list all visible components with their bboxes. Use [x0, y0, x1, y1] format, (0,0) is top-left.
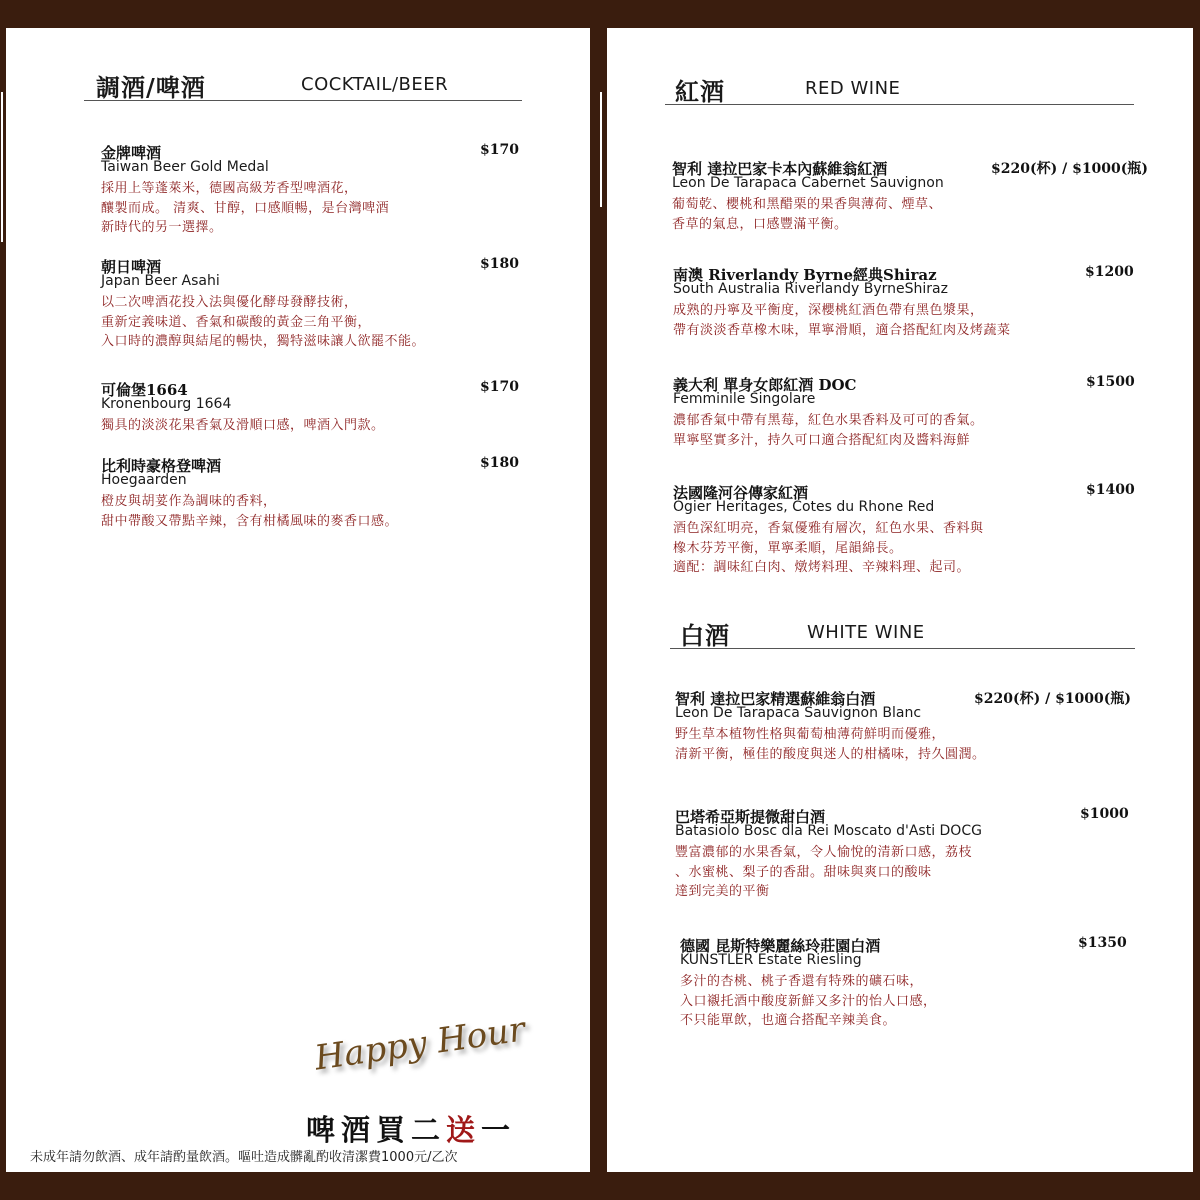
section-title-zh: 調酒/啤酒: [96, 73, 206, 102]
section-title-en: WHITE WINE: [807, 622, 925, 643]
item-description-line: 野生草本植物性格與葡萄柚薄荷鮮明而優雅，: [675, 727, 946, 742]
item-name-zh: 南澳 Riverlandy Byrne經典Shiraz: [673, 266, 937, 284]
item-name-zh: 巴塔希亞斯提微甜白酒: [675, 808, 826, 826]
item-description-line: 帶有淡淡香草橡木味，單寧滑順，適合搭配紅肉及烤蔬菜: [673, 322, 1011, 338]
item-price: $180: [480, 256, 519, 272]
item-name-en: Leon De Tarapaca Sauvignon Blanc: [675, 705, 922, 721]
item-description-line: 以二次啤酒花投入法與優化酵母發酵技術，: [101, 295, 358, 310]
item-description-line: 濃郁香氣中帶有黑莓，紅色水果香料及可可的香氣。: [673, 413, 984, 428]
item-description: [675, 725, 986, 764]
section-title-zh: 白酒: [680, 621, 730, 650]
item-price: $1200: [1085, 264, 1134, 280]
item-description-line: 多汁的杏桃、桃子香還有特殊的礦石味，: [680, 974, 924, 989]
beer-promo-text: [306, 1108, 516, 1149]
item-name-en: Ogier Heritages, Cotes du Rhone Red: [673, 499, 935, 515]
item-description: [101, 492, 398, 531]
item-price: $170: [480, 379, 519, 395]
item-description-line: 橡木芬芳平衡，單寧柔順，尾韻綿長。: [673, 540, 903, 556]
item-description-line: 清新平衡，極佳的酸度與迷人的柑橘味，持久圓潤。: [675, 746, 986, 762]
item-name-en: Femminile Singolare: [673, 391, 816, 407]
cocktail-beer-header: [84, 68, 522, 101]
item-name-en: South Australia Riverlandy ByrneShiraz: [673, 281, 948, 297]
section-title-zh: 紅酒: [675, 77, 725, 106]
item-description-line: 重新定義味道、香氣和碳酸的黃金三角平衡，: [101, 314, 372, 330]
item-description: [101, 179, 389, 238]
item-description-line: 釀製而成。 清爽、甘醇，口感順暢，是台灣啤酒: [101, 200, 390, 216]
edge-mark-center: [600, 92, 602, 207]
item-price: $220(杯) / $1000(瓶): [974, 691, 1132, 707]
item-description: [673, 411, 984, 450]
item-price: $1400: [1086, 482, 1135, 498]
left-menu-page: [6, 28, 590, 1172]
item-name-zh: 可倫堡1664: [101, 381, 188, 399]
item-name-en: Leon De Tarapaca Cabernet Sauvignon: [672, 175, 944, 191]
section-title-en: COCKTAIL/BEER: [301, 74, 449, 95]
item-description: [673, 301, 1011, 340]
item-price: $170: [480, 142, 519, 158]
happy-hour-script: Happy Hour: [312, 1009, 528, 1079]
footer-notice: 未成年請勿飲酒、成年請酌量飲酒。嘔吐造成髒亂酌收清潔費1000元/乙次: [30, 1150, 458, 1165]
item-price: $1000: [1080, 806, 1129, 822]
item-description-line: 入口時的濃醇與結尾的暢快，獨特滋味讓人欲罷不能。: [101, 334, 426, 349]
white-wine-header: [670, 616, 1135, 649]
item-description: [101, 293, 425, 352]
promo-main: 啤酒買二: [306, 1113, 447, 1147]
item-name-en: Japan Beer Asahi: [101, 273, 220, 289]
item-price: $1350: [1078, 935, 1127, 951]
item-name-zh: 比利時豪格登啤酒: [101, 457, 222, 475]
item-description-line: 獨具的淡淡花果香氣及滑順口感，啤酒入門款。: [101, 418, 385, 433]
item-description-line: 葡萄乾、櫻桃和黑醋栗的果香與薄荷、煙草、: [672, 197, 943, 212]
item-description-line: 新時代的另一選擇。: [101, 220, 223, 235]
item-price: $220(杯) / $1000(瓶): [991, 161, 1149, 177]
item-description-line: 甜中帶酸又帶點辛辣，含有柑橘風味的麥香口感。: [101, 513, 399, 529]
item-description-line: 成熟的丹寧及平衡度，深櫻桃紅酒色帶有黑色漿果，: [673, 303, 984, 318]
item-price: $1500: [1086, 374, 1135, 390]
item-name-zh: 德國 昆斯特樂麗絲玲莊園白酒: [680, 937, 881, 955]
item-name-zh: 金牌啤酒: [101, 144, 162, 162]
item-description-line: 採用上等蓬萊米，德國高級芳香型啤酒花，: [101, 181, 358, 196]
item-description-line: 橙皮與胡荽作為調味的香料，: [101, 494, 277, 509]
item-name-zh: 智利 達拉巴家精選蘇維翁白酒: [675, 690, 876, 708]
item-description-line: 酒色深紅明亮，香氣優雅有層次，紅色水果、香料與: [673, 521, 984, 536]
item-name-en: Hoegaarden: [101, 472, 187, 488]
item-description: [101, 416, 385, 436]
right-menu-page: [607, 28, 1193, 1172]
red-wine-header: [665, 72, 1134, 105]
item-name-en: KUNSTLER Estate Riesling: [680, 952, 862, 968]
item-description-line: 豐富濃郁的水果香氣，令人愉悅的清新口感，荔枝: [675, 845, 973, 860]
item-price: $180: [480, 455, 519, 471]
item-description: [675, 843, 972, 902]
item-name-zh: 法國隆河谷傳家紅酒: [673, 484, 809, 502]
item-description: [680, 972, 937, 1031]
item-name-zh: 朝日啤酒: [101, 258, 162, 276]
item-description-line: 不只能單飲，也適合搭配辛辣美食。: [680, 1013, 897, 1028]
item-name-en: Batasiolo Bosc dla Rei Moscato d'Asti DOCG: [675, 823, 982, 839]
item-description-line: 香草的氣息，口感豐滿平衡。: [672, 216, 848, 232]
promo-end: 一: [481, 1113, 517, 1147]
item-name-en: Taiwan Beer Gold Medal: [101, 159, 269, 175]
section-title-en: RED WINE: [805, 78, 901, 99]
item-description-line: 入口襯托酒中酸度新鮮又多汁的怡人口感，: [680, 993, 937, 1009]
item-name-en: Kronenbourg 1664: [101, 396, 232, 412]
promo-accent: 送: [446, 1113, 482, 1147]
item-name-zh: 義大利 單身女郎紅酒 DOC: [673, 376, 857, 394]
item-description: [672, 195, 942, 234]
item-description-line: 、水蜜桃、梨子的香甜。甜味與爽口的酸味: [675, 864, 932, 880]
edge-mark-left: [1, 92, 3, 242]
item-description: [673, 519, 984, 578]
item-description-line: 適配：調味紅白肉、燉烤料理、辛辣料理、起司。: [673, 560, 971, 575]
item-description-line: 達到完美的平衡: [675, 884, 770, 899]
item-name-zh: 智利 達拉巴家卡本內蘇維翁紅酒: [672, 160, 888, 178]
item-description-line: 單寧堅實多汁，持久可口適合搭配紅肉及醬料海鮮: [673, 432, 971, 448]
